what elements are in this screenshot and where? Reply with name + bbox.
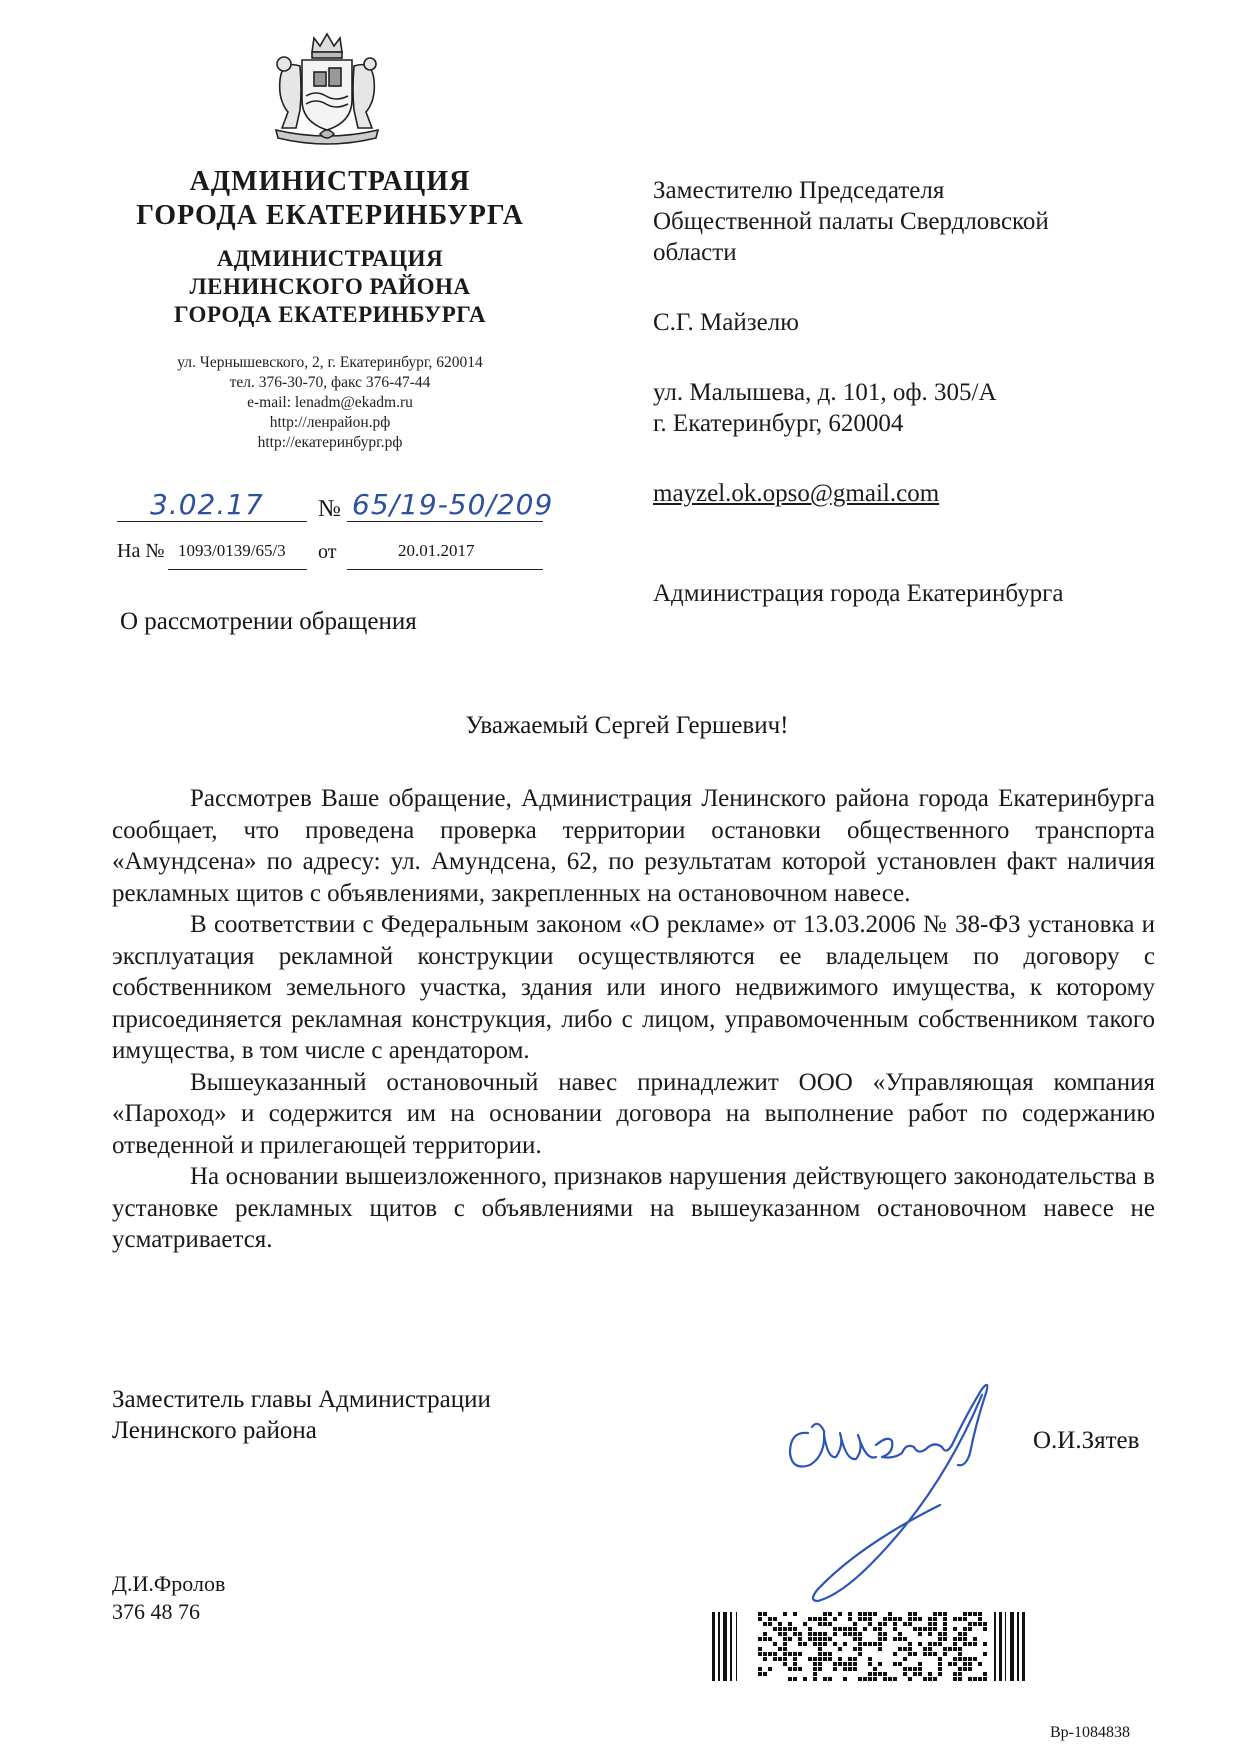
- sender-phone-fax: тел. 376-30-70, факс 376-47-44: [229, 374, 431, 391]
- recipient-line1: Заместителю Председателя: [653, 177, 945, 204]
- district-admin-title: [70, 245, 590, 329]
- signatory-position: [112, 1384, 491, 1446]
- district-line3: ГОРОДА ЕКАТЕРИНБУРГА: [174, 302, 486, 327]
- barcode-label: Вр-1084838: [1050, 1724, 1130, 1741]
- outgoing-number: 65/19-50/209: [352, 488, 554, 521]
- district-line2: ЛЕНИНСКОГО РАЙОНА: [189, 274, 471, 299]
- recipient-title: [653, 175, 1049, 268]
- barcode: [712, 1612, 1039, 1681]
- recipient-line3: области: [653, 239, 737, 266]
- signatory-name: О.И.Зятев: [1033, 1427, 1140, 1454]
- sender-email: e-mail: lenadm@ekadm.ru: [247, 394, 413, 411]
- paragraph-2: В соответствии с Федеральным законом «О рекламе» от 13.03.2006 № 38-ФЗ установка и эксплуатация рекламной конструкции осуществляются ее владельцем по договору с собственником земельного участка, здания или иного недвижимого имущества, к которому присоединяется рекламная конструкция, либо с лицом, управомоченным собственником такого имущества, в том числе с арендатором.: [112, 911, 1155, 1064]
- ref-number: 1093/0139/65/3: [178, 541, 286, 560]
- number-label: №: [318, 496, 341, 522]
- recipient-name: С.Г. Майзелю: [653, 309, 799, 336]
- ref-label: На №: [117, 540, 165, 562]
- recipient-addr1: ул. Малышева, д. 101, оф. 305/А: [653, 379, 997, 406]
- recipient-email[interactable]: mayzel.ok.opso@gmail.com: [653, 480, 940, 507]
- executor-block: [112, 1570, 225, 1626]
- recipient-address: [653, 377, 997, 439]
- recipient-addr2: г. Екатеринбург, 620004: [653, 410, 904, 437]
- paragraph-1: Рассмотрев Ваше обращение, Администрация Ленинского района города Екатеринбурга сообщает, что проведена проверка территории остановки общественного транспорта «Амундсена» по адресу: ул. Амундсена, 62, по результатам которой установлен факт наличия рекламных щитов с объявлениями, закрепленных на остановочном навесе.: [112, 785, 1155, 907]
- district-line1: АДМИНИСТРАЦИЯ: [216, 246, 444, 271]
- outgoing-date: 3.02.17: [150, 488, 264, 521]
- city-admin-title: [70, 165, 590, 233]
- executor-phone: 376 48 76: [112, 1599, 200, 1624]
- ref-from-label: от: [318, 541, 337, 563]
- ref-date-underline: [347, 569, 543, 570]
- executor-name: Д.И.Фролов: [112, 1571, 226, 1596]
- coat-of-arms: [262, 30, 392, 150]
- city-admin-line1: АДМИНИСТРАЦИЯ: [189, 166, 471, 197]
- recipient-line2: Общественной палаты Свердловской: [653, 208, 1049, 235]
- copy-recipient: Администрация города Екатеринбурга: [653, 580, 1064, 607]
- handwritten-signature: [690, 1375, 1020, 1640]
- ref-number-underline: [168, 569, 307, 570]
- number-underline: [347, 521, 543, 522]
- subject: О рассмотрении обращения: [120, 608, 417, 635]
- sender-site-1: http://ленрайон.рф: [269, 414, 391, 431]
- salutation: Уважаемый Сергей Гершевич!: [465, 712, 789, 739]
- sender-site-2: http://екатеринбург.рф: [257, 434, 403, 451]
- paragraph-4: На основании вышеизложенного, признаков нарушения действующего законодательства в установке рекламных щитов с объявлениями на вышеуказанном остановочном навесе не усматривается.: [112, 1163, 1155, 1253]
- sender-contacts: [70, 353, 590, 453]
- city-admin-line2: ГОРОДА ЕКАТЕРИНБУРГА: [136, 200, 524, 231]
- signatory-position-line2: Ленинского района: [112, 1417, 317, 1444]
- ref-date: 20.01.2017: [398, 541, 475, 560]
- letter-body: [112, 783, 1155, 1256]
- paragraph-3: Вышеуказанный остановочный навес принадлежит ООО «Управляющая компания «Пароход» и содержится им на основании договора на выполнение работ по содержанию отведенной и прилегающей территории.: [112, 1068, 1155, 1159]
- signatory-position-line1: Заместитель главы Администрации: [112, 1386, 491, 1413]
- date-underline: [117, 521, 307, 522]
- sender-address: ул. Чернышевского, 2, г. Екатеринбург, 620014: [177, 354, 483, 371]
